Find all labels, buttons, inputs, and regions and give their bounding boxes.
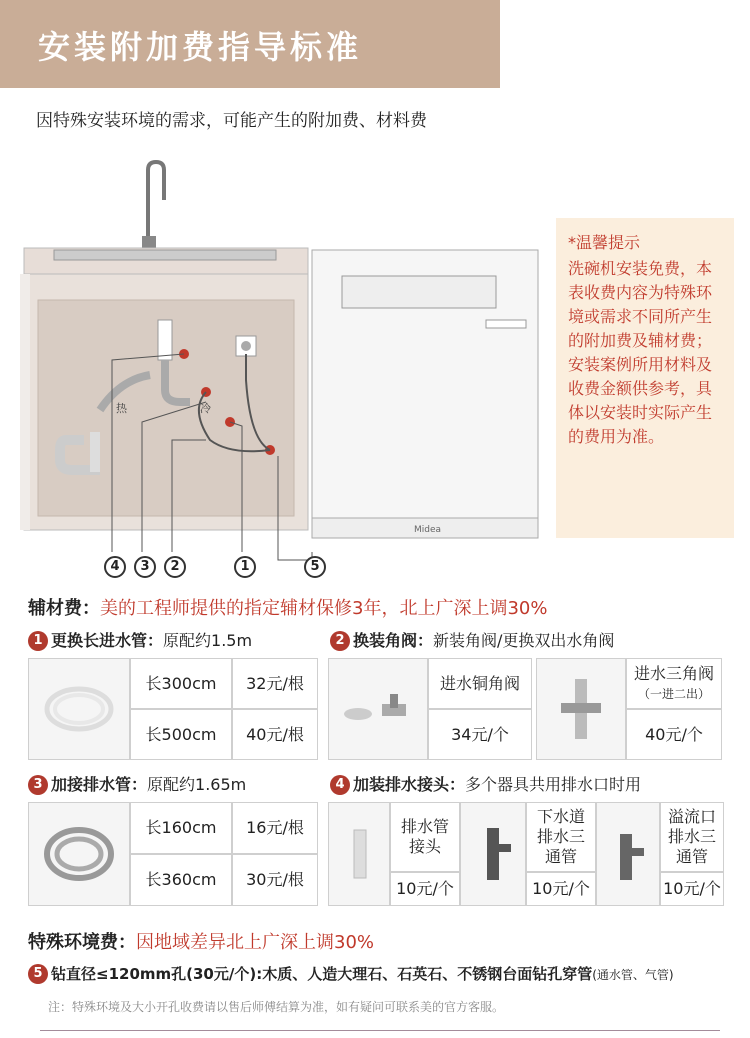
sec5-text: 钻直径≤120mm孔(30元/个):木质、人造大理石、石英石、不锈钢台面钻孔穿管 (51, 965, 593, 983)
aux-fee-row (28, 594, 547, 620)
sec4-item1-price: 10元/个 (390, 872, 460, 906)
sec4-note: 多个器具共用排水口时用 (465, 775, 642, 794)
sec2-item1-name: 进水铜角阀 (428, 658, 532, 709)
coiled-drain-hose-icon (39, 819, 119, 889)
tip-body: 洗碗机安装免费，本表收费内容为特殊环境或需求不同所产生的附加费及辅材费；安装案例所用材料及收费金额供参考，具体以安装时实际产生的费用为准。 (568, 259, 713, 446)
sec2-item1-price: 34元/个 (428, 709, 532, 760)
sec2-label: 换装角阀： (353, 631, 434, 650)
diagram-marker-1: 1 (234, 556, 256, 578)
sec2-item2-name-cell (626, 658, 722, 709)
sec1-len-2: 长500cm (130, 709, 232, 760)
angle-valve-icon (338, 684, 418, 734)
sec4-title (330, 772, 641, 795)
brand-text: Midea (414, 525, 442, 535)
sec2-item2-name: 进水三角阀 (633, 663, 714, 683)
sec4-item3-name: 溢流口排水三通管 (660, 802, 724, 872)
triple-valve-image (536, 658, 626, 760)
header-banner (0, 0, 500, 88)
sec3-price-1: 16元/根 (232, 802, 318, 854)
drain-connector-image (328, 802, 390, 906)
sec2-item2-sub: （一进二出） (637, 686, 710, 701)
sec3-len-2: 长360cm (130, 854, 232, 906)
coiled-hose-icon (39, 679, 119, 739)
sec5-number: 5 (28, 964, 48, 984)
overflow-tee-image (596, 802, 660, 906)
sec1-price-1: 32元/根 (232, 658, 318, 709)
sewer-tee-image (460, 802, 526, 906)
sec4-item2-name: 下水道排水三通管 (526, 802, 596, 872)
drain-hose-image (28, 802, 130, 906)
sec1-number: 1 (28, 631, 48, 651)
sec4-item1-name: 排水管接头 (390, 802, 460, 872)
tee-pipe-icon (473, 824, 513, 884)
triple-valve-icon (551, 669, 611, 749)
sec1-title (28, 628, 252, 651)
sec2-note: 新装角阀/更换双出水角阀 (433, 631, 615, 650)
sec4-item3-price: 10元/个 (660, 872, 724, 906)
kitchen-cabinet-illustration (20, 140, 550, 580)
copper-valve-image (328, 658, 428, 760)
footer-note: 注：特殊环境及大小开孔收费请以售后师傅结算为准，如有疑问可联系美的官方客服。 (48, 1000, 505, 1014)
sec3-label: 加接排水管： (51, 775, 148, 794)
warm-tip-box (556, 218, 734, 538)
cold-label: 冷 (200, 402, 211, 415)
aux-fee-label: 辅材费： (28, 598, 100, 619)
aux-fee-text: 美的工程师提供的指定辅材保修3年，北上广深上调30% (100, 598, 548, 619)
sec4-item2-price: 10元/个 (526, 872, 596, 906)
diagram-marker-2: 2 (164, 556, 186, 578)
sec3-title (28, 772, 246, 795)
sec2-item2-price: 40元/个 (626, 709, 722, 760)
long-inlet-hose-image (28, 658, 130, 760)
sec2-number: 2 (330, 631, 350, 651)
sec3-note: 原配约1.65m (147, 775, 247, 794)
diagram-marker-3: 3 (134, 556, 156, 578)
footer-divider (40, 1030, 720, 1031)
sec5-row (28, 963, 674, 984)
sec3-price-2: 30元/根 (232, 854, 318, 906)
connector-icon (344, 824, 374, 884)
sec1-price-2: 40元/根 (232, 709, 318, 760)
hot-label: 热 (116, 402, 127, 415)
sec5-small: (通水管、气管) (592, 968, 674, 982)
sec2-title (330, 628, 614, 651)
installation-diagram (20, 140, 550, 580)
diagram-marker-4: 4 (104, 556, 126, 578)
special-fee-label: 特殊环境费： (28, 932, 136, 953)
sec1-label: 更换长进水管： (51, 631, 164, 650)
sec3-len-1: 长160cm (130, 802, 232, 854)
special-fee-row (28, 928, 374, 954)
special-fee-text: 因地域差异北上广深上调30% (136, 932, 375, 953)
sec4-number: 4 (330, 775, 350, 795)
diagram-marker-5: 5 (304, 556, 326, 578)
tip-title: *温馨提示 (568, 233, 641, 252)
sec1-note: 原配约1.5m (163, 631, 253, 650)
overflow-tee-icon (608, 824, 648, 884)
page-title: 安装附加费指导标准 (38, 28, 363, 66)
sec3-number: 3 (28, 775, 48, 795)
sec1-len-1: 长300cm (130, 658, 232, 709)
sec4-label: 加装排水接头： (353, 775, 466, 794)
page-subtitle: 因特殊安装环境的需求，可能产生的附加费、材料费 (36, 111, 427, 131)
